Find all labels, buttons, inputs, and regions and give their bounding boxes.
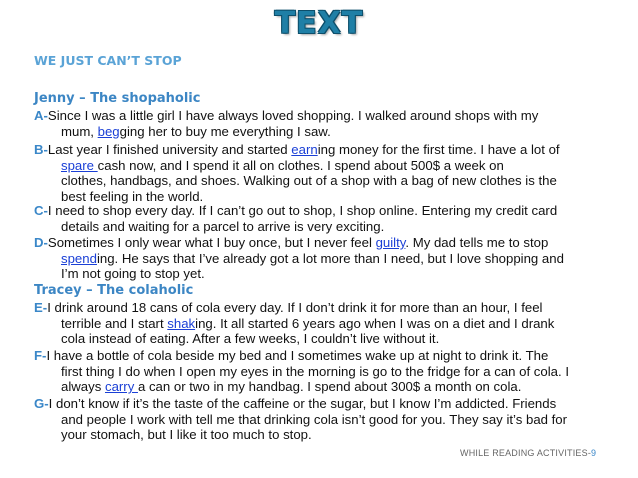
text-line: cola instead of eating. After a few weeks, I couldn’t live without it. — [61, 331, 440, 347]
text-line: Since I was a little girl I have always loved shopping. I walked around shops with my — [47, 108, 539, 123]
paragraph-letter: D- — [34, 235, 48, 250]
text-line: details and waiting for a parcel to arrive is very exciting. — [61, 218, 385, 234]
text-fragment: ing. It all started 6 years ago when I was on a diet and I drank — [195, 315, 555, 331]
text-fragment: cash now, and I spend it all on clothes. I spend about 500$ a week on — [97, 157, 504, 173]
text-fragment: ing. He says that I’ve already got a lot more than I need, but I love shopping and — [96, 250, 564, 266]
text-line: I need to shop every day. If I can’t go out to shop, I shop online. Entering my credit card — [47, 203, 558, 218]
paragraph-b — [34, 142, 608, 204]
paragraph-g — [34, 396, 608, 443]
text-line: I drink around 18 cans of cola every day. If I don’t drink it for more than an hour, I feel — [47, 300, 543, 315]
paragraph-letter: B- — [34, 142, 48, 157]
text-line: first thing I do when I open my eyes in the morning is go to the fridge for a can of cola. I — [61, 363, 569, 379]
text-line: I have a bottle of cola beside my bed and I sometimes wake up at night to drink it. The — [46, 348, 549, 363]
vocab-word[interactable]: shak — [167, 315, 196, 331]
footer — [460, 448, 596, 458]
vocab-word[interactable]: guilty — [375, 235, 406, 250]
vocab-word[interactable]: earn — [291, 142, 318, 157]
paragraph-letter: F- — [34, 348, 47, 363]
paragraph-a — [34, 108, 608, 139]
text-line: your stomach, but I like it too much to stop. — [61, 427, 312, 443]
heading-tracey: Tracey – The colaholic — [34, 283, 194, 298]
text-line: and people I work with tell me that drinking cola isn’t good for you. They say it’s bad for — [61, 411, 568, 427]
text-fragment: Sometimes I only wear what I buy once, but I never feel — [47, 235, 376, 250]
text-line: best feeling in the world. — [61, 188, 204, 204]
paragraph-e — [34, 300, 608, 347]
text-line: I don’t know if it’s the taste of the caffeine or the sugar, but I know I’m addicted. Friends — [48, 396, 557, 411]
vocab-word[interactable]: beg — [97, 123, 120, 139]
paragraph-letter: E- — [34, 300, 48, 315]
text-fragment: terrible and I start — [61, 315, 168, 331]
footer-label: WHILE READING ACTIVITIES- — [460, 448, 592, 458]
text-fragment: a can or two in my handbag. I spend about 300$ a month on cola. — [137, 379, 522, 395]
text-fragment: always — [61, 379, 105, 395]
vocab-word[interactable]: carry — [104, 379, 138, 395]
page-title: TEXT — [274, 6, 364, 41]
vocab-word[interactable]: spare — [61, 157, 98, 173]
text-fragment: ing money for the first time. I have a lot of — [317, 142, 560, 157]
paragraph-d — [34, 235, 608, 282]
text-line: clothes, handbags, and shoes. Walking out of a shop with a bag of new clothes is the — [61, 173, 557, 189]
text-line: I’m not going to stop yet. — [61, 266, 205, 282]
paragraph-c — [34, 203, 608, 234]
paragraph-letter: C- — [34, 203, 48, 218]
vocab-word[interactable]: spend — [61, 250, 97, 266]
subtitle: WE JUST CAN’T STOP — [34, 53, 182, 68]
paragraph-letter: A- — [34, 108, 48, 123]
text-fragment: Last year I finished university and started — [47, 142, 292, 157]
paragraph-f — [34, 348, 608, 395]
page-number: 9 — [591, 448, 597, 458]
text-fragment: mum, — [61, 123, 98, 139]
heading-jenny: Jenny – The shopaholic — [34, 91, 201, 106]
paragraph-letter: G- — [34, 396, 49, 411]
text-fragment: ging her to buy me everything I saw. — [119, 123, 331, 139]
text-fragment: . My dad tells me to stop — [405, 235, 549, 250]
